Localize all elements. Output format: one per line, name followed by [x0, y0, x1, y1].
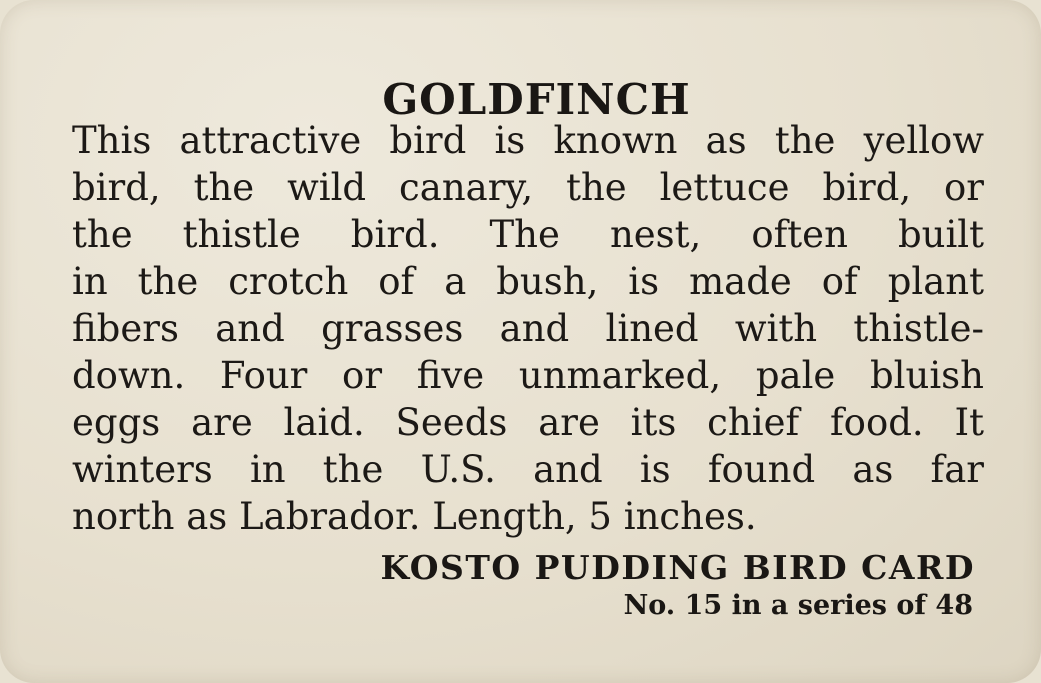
description-line: eggs are laid. Seeds are its chief food. It: [72, 401, 984, 444]
card-description: [72, 117, 984, 540]
card-title: GOLDFINCH: [382, 75, 691, 124]
description-line: This attractive bird is known as the yellow: [72, 119, 984, 162]
description-line: down. Four or five unmarked, pale bluish: [72, 354, 984, 397]
description-line: in the crotch of a bush, is made of plant: [72, 260, 984, 303]
description-line: fibers and grasses and lined with thistle-: [72, 307, 984, 350]
description-line: north as Labrador. Length, 5 inches.: [72, 495, 757, 538]
series-number: No. 15 in a series of 48: [623, 590, 973, 621]
description-line: winters in the U.S. and is found as far: [72, 448, 984, 491]
description-line: bird, the wild canary, the lettuce bird, or: [72, 166, 984, 209]
description-line: the thistle bird. The nest, often built: [72, 213, 984, 256]
brand-footer: KOSTO PUDDING BIRD CARD: [380, 548, 975, 587]
